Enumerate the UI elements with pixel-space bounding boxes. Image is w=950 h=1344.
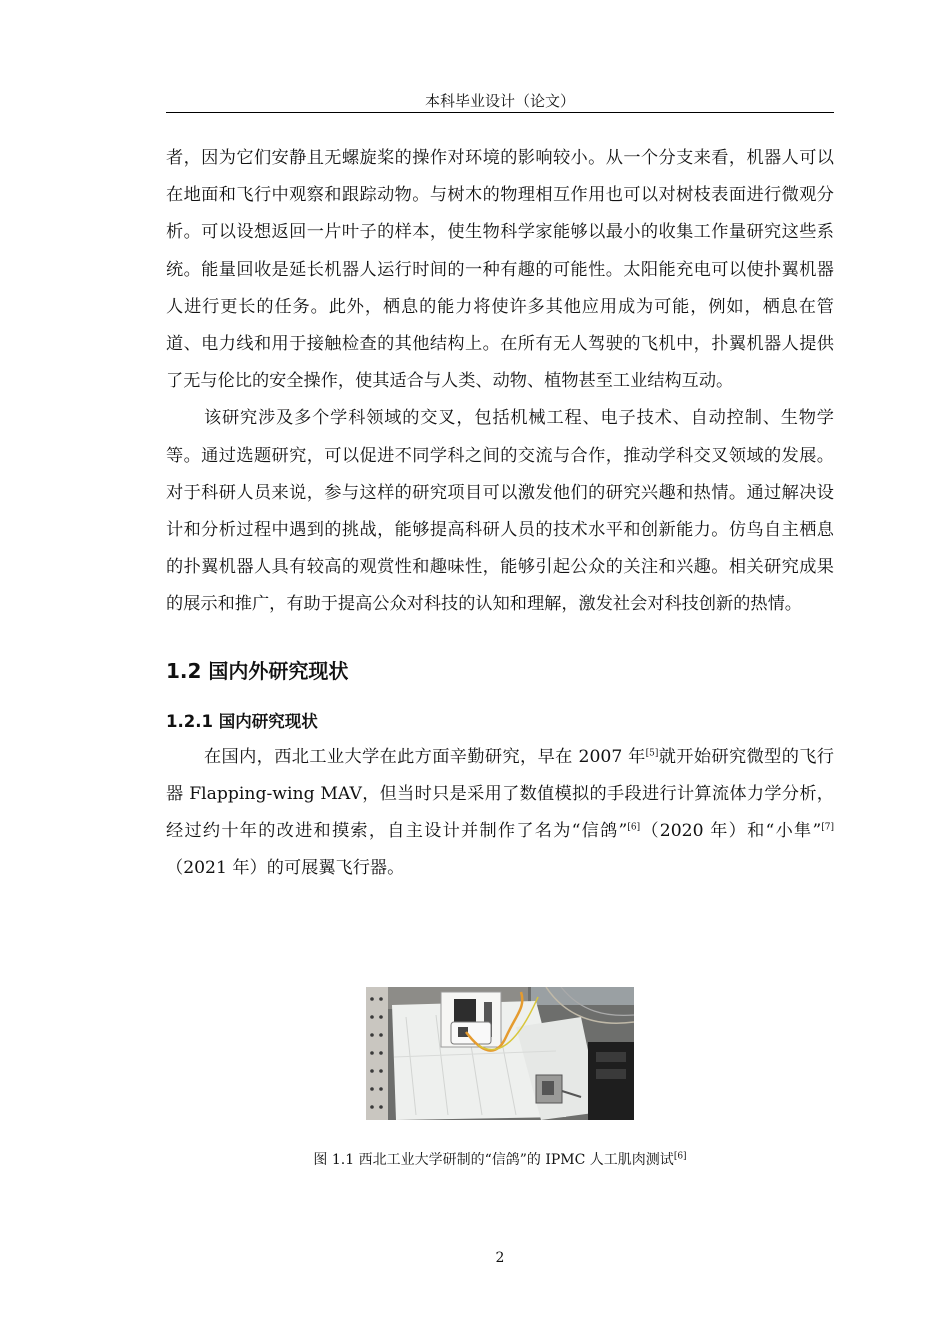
citation-ref: [5]: [645, 747, 659, 758]
caption-text: 图 1.1 西北工业大学研制的“信鸽”的 IPMC 人工肌肉测试: [313, 1152, 674, 1168]
running-header: 本科毕业设计（论文）: [424, 92, 575, 110]
text-run: （2020 年）和“小隼”: [640, 821, 822, 842]
lab-test-photo-illustration: [366, 987, 634, 1120]
paragraph: [166, 739, 834, 888]
text-run: 在国内，西北工业大学在此方面辛勤研究，早在 2007 年: [204, 746, 646, 767]
section-heading: 1.2 国内外研究现状: [166, 658, 349, 683]
citation-ref: [6]: [627, 822, 641, 833]
page-number: 2: [495, 1250, 505, 1266]
header-divider: [166, 112, 834, 113]
figure-photo: [366, 987, 634, 1120]
figure-caption: [166, 1150, 834, 1170]
citation-ref: [6]: [673, 1151, 687, 1162]
citation-ref: [7]: [821, 822, 835, 833]
body-text: [166, 140, 834, 887]
paragraph: 该研究涉及多个学科领域的交叉，包括机械工程、电子技术、自动控制、生物学等。通过选题研究，可以促进不同学科之间的交流与合作，推动学科交叉领域的发展。对于科研人员来说，参与这样的研究项目可以激发他们的研究兴趣和热情。通过解决设计和分析过程中遇到的挑战，能够提高科研人员的技术水平和创新能力。仿鸟自主栖息的扑翼机器人具有较高的观赏性和趣味性，能够引起公众的关注和兴趣。相关研究成果的展示和推广，有助于提高公众对科技的认知和理解，激发社会对科技创新的热情。: [166, 408, 834, 615]
text-run: （2021 年）的可展翼飞行器。: [166, 858, 405, 879]
subsection-heading: 1.2.1 国内研究现状: [166, 711, 318, 731]
paragraph: 者，因为它们安静且无螺旋桨的操作对环境的影响较小。从一个分支来看，机器人可以在地面和飞行中观察和跟踪动物。与树木的物理相互作用也可以对树枝表面进行微观分析。可以设想返回一片叶子的样本，使生物科学家能够以最小的收集工作量研究这些系统。能量回收是延长机器人运行时间的一种有趣的可能性。太阳能充电可以使扑翼机器人进行更长的任务。此外，栖息的能力将使许多其他应用成为可能，例如，栖息在管道、电力线和用于接触检查的其他结构上。在所有无人驾驶的飞机中，扑翼机器人提供了无与伦比的安全操作，使其适合与人类、动物、植物甚至工业结构互动。: [166, 148, 834, 392]
text-run: 就开始研究微型的飞行器 Flapping-wing MAV，但当时只是采用了数值模拟的手段进行计算流体力学分析，经过约十年的改进和摸索，自主设计并制作了名为“信鸽”: [166, 746, 834, 842]
